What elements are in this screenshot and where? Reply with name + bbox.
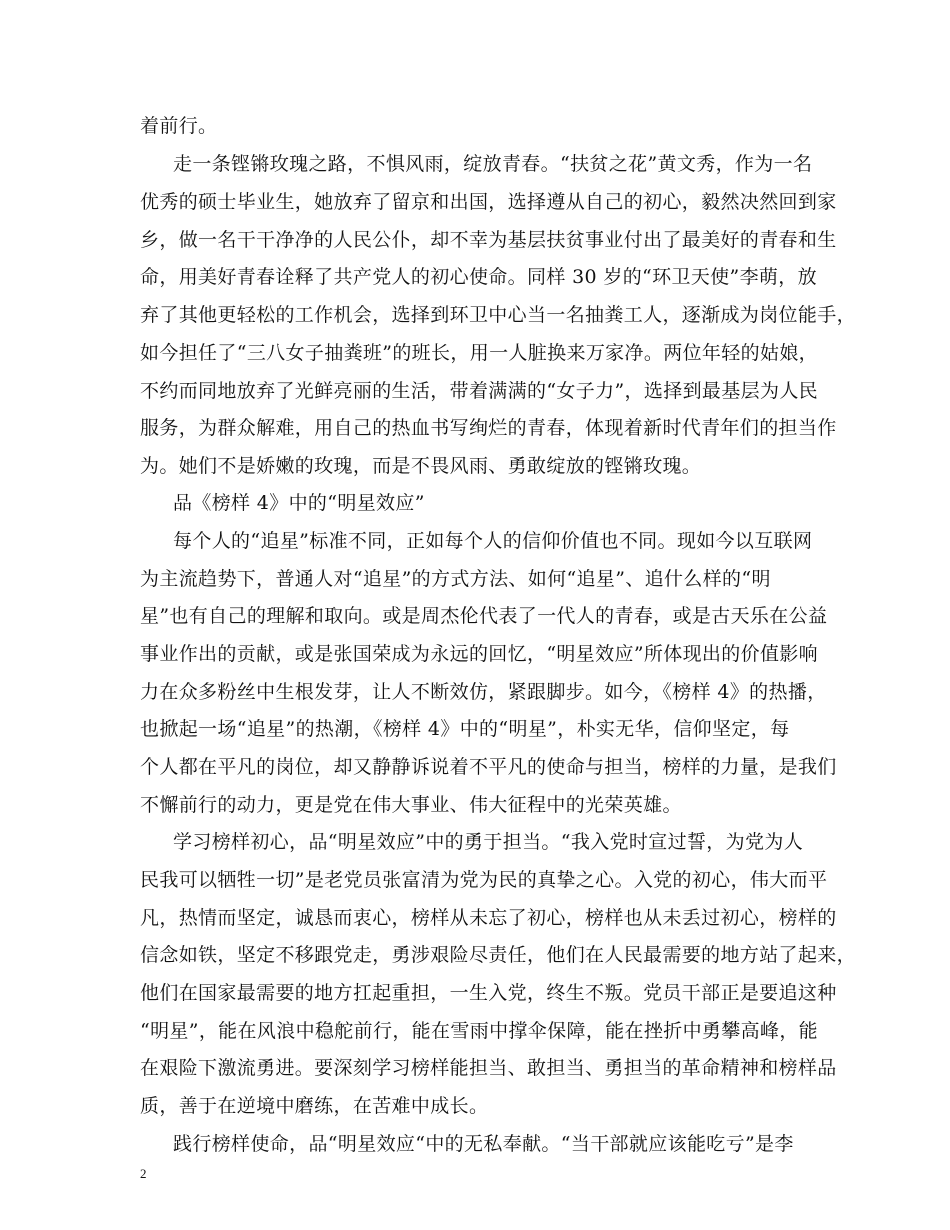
text-line: 乡，做一名干干净净的人民公仆，却不幸为基层扶贫事业付出了最美好的青春和生 (140, 229, 837, 251)
text-line: 着前行。 (140, 115, 218, 137)
text-line: 力在众多粉丝中生根发芽，让人不断效仿，紧跟脚步。如今，《榜样 4》的热播， (140, 681, 827, 703)
section-heading: 品《榜样 4》中的“明星效应” (173, 492, 425, 514)
text-line: 个人都在平凡的岗位，却又静静诉说着不平凡的使命与担当，榜样的力量，是我们 (140, 756, 837, 778)
paragraph-start-line: 每个人的“追星”标准不同，正如每个人的信仰价值也不同。现如今以互联网 (173, 530, 813, 552)
text-line: 弃了其他更轻松的工作机会，选择到环卫中心当一名抽粪工人，逐渐成为岗位能手， (140, 304, 856, 326)
text-line: 命，用美好青春诠释了共产党人的初心使命。同样 30 岁的“环卫天使”李萌，放 (140, 266, 817, 288)
text-line: 也掀起一场“追星”的热潮，《榜样 4》中的“明星”，朴实无华，信仰坚定，每 (140, 718, 790, 740)
text-line: 事业作出的贡献，或是张国荣成为永远的回忆，“明星效应”所体现出的价值影响 (140, 643, 819, 665)
text-line: “明星”，能在风浪中稳舵前行，能在雪雨中撑伞保障，能在挫折中勇攀高峰，能 (140, 1020, 819, 1042)
paragraph-start-line: 践行榜样使命，品“明星效应“中的无私奉献。“当干部就应该能吃亏”是李 (173, 1133, 794, 1155)
text-line: 质，善于在逆境中磨练，在苦难中成长。 (140, 1095, 489, 1117)
text-line: 服务，为群众解难，用自己的热血书写绚烂的青春，体现着新时代青年们的担当作 (140, 417, 837, 439)
text-line: 他们在国家最需要的地方扛起重担，一生入党，终生不叛。党员干部正是要追这种 (140, 982, 837, 1004)
text-line: 凡，热情而坚定，诚恳而衷心，榜样从未忘了初心，榜样也从未丢过初心，榜样的 (140, 907, 837, 929)
text-line: 星”也有自己的理解和取向。或是周杰伦代表了一代人的青春，或是古天乐在公益 (140, 605, 828, 627)
text-line: 为。她们不是娇嫩的玫瑰，而是不畏风雨、勇敢绽放的铿锵玫瑰。 (140, 455, 702, 477)
text-line: 信念如铁，坚定不移跟党走，勇涉艰险尽责任，他们在人民最需要的地方站了起来， (140, 944, 856, 966)
text-line: 优秀的硕士毕业生，她放弃了留京和出国，选择遵从自己的初心，毅然决然回到家 (140, 191, 837, 213)
text-line: 不约而同地放弃了光鲜亮丽的生活，带着满满的“女子力”，选择到最基层为人民 (140, 380, 819, 402)
text-line: 不懈前行的动力，更是党在伟大事业、伟大征程中的光荣英雄。 (140, 794, 682, 816)
paragraph-start-line: 走一条铿锵玫瑰之路，不惧风雨，绽放青春。“扶贫之花”黄文秀，作为一名 (173, 153, 813, 175)
text-line: 民我可以牺牲一切”是老党员张富清为党为民的真挚之心。入党的初心，伟大而平 (140, 869, 828, 891)
text-line: 如今担任了“三八女子抽粪班”的班长，用一人脏换来万家净。两位年轻的姑娘， (140, 342, 819, 364)
paragraph-start-line: 学习榜样初心，品“明星效应”中的勇于担当。“我入党时宣过誓，为党为人 (173, 831, 804, 853)
page-number: 2 (140, 1166, 147, 1181)
text-line: 为主流趋势下，普通人对“追星”的方式方法、如何“追星”、追什么样的“明 (140, 568, 771, 590)
text-line: 在艰险下激流勇进。要深刻学习榜样能担当、敢担当、勇担当的革命精神和榜样品 (140, 1057, 837, 1079)
